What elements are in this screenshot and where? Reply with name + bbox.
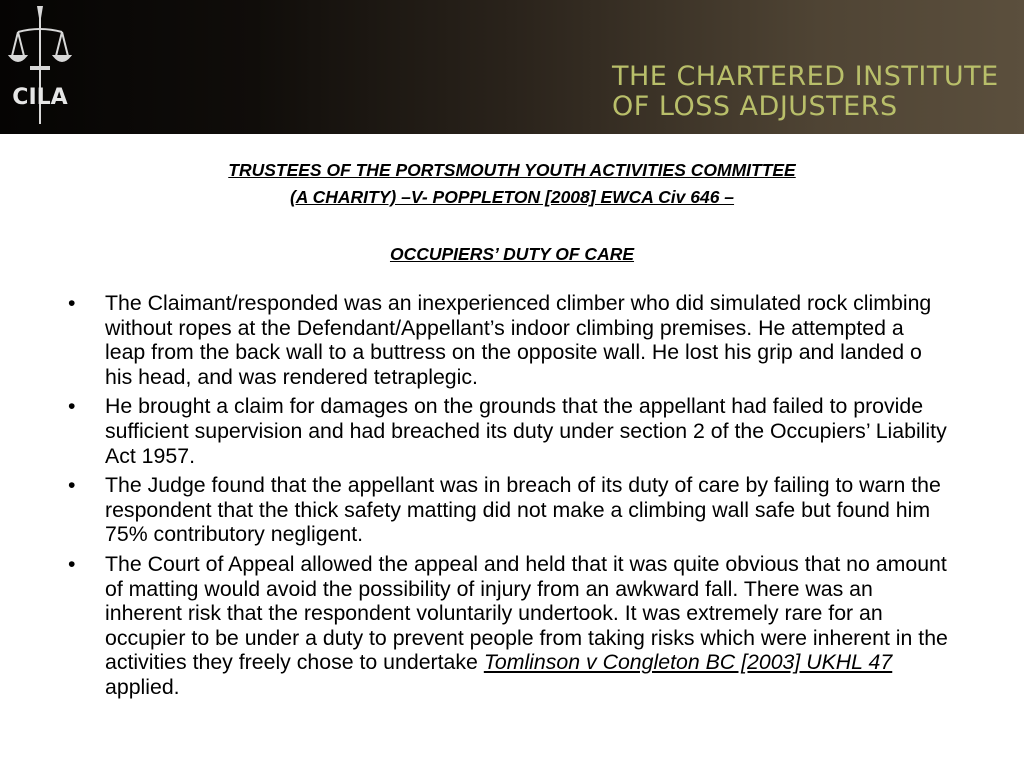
bullet-item: [58, 291, 948, 389]
bullet-item: [58, 552, 948, 700]
section-subtitle: OCCUPIERS’ DUTY OF CARE: [389, 244, 635, 264]
org-name-line2: OF LOSS ADJUSTERS: [612, 91, 898, 122]
case-title: [0, 157, 1024, 211]
case-title-line1: TRUSTEES OF THE PORTSMOUTH YOUTH ACTIVITIES COMMITTEE: [228, 160, 796, 180]
logo-text: CILA: [12, 85, 68, 110]
organisation-name: [612, 62, 999, 122]
bullet-item: [58, 473, 948, 547]
bullet-list: [58, 291, 948, 705]
bullet-text: The Claimant/responded was an inexperienced climber who did simulated rock climbing without ropes at the Defendant/Appellant’s indoor climbing premises. He attempted a leap from the back wall to a buttress on the opposite wall. He lost his grip and landed o his head, and was rendered tetraplegic.: [105, 291, 932, 389]
bullet-text-tail: applied.: [105, 674, 180, 699]
org-name-line1: THE CHARTERED INSTITUTE: [612, 61, 999, 92]
header-banner: [0, 0, 1024, 134]
bullet-icon: •: [68, 473, 76, 498]
bullet-icon: •: [68, 551, 76, 576]
bullet-item: [58, 394, 948, 468]
bullet-icon: •: [68, 291, 76, 315]
case-citation-link[interactable]: Tomlinson v Congleton BC [2003] UKHL 47: [483, 650, 893, 675]
bullet-text: He brought a claim for damages on the grounds that the appellant had failed to provide sufficient supervision and had breached its duty under section 2 of the Occupiers’ Liability Act 1957.: [105, 394, 947, 468]
bullet-text: The Court of Appeal allowed the appeal and held that it was quite obvious that no amount of matting would avoid the possibility of injury from an awkward fall. There was an inherent risk that the respondent voluntarily undertook. It was extremely rare for an occupier to be under a duty to prevent people from taking risks which were inherent in the activities they freely chose to undertake: [105, 551, 948, 675]
case-title-line2: (A CHARITY) –V- POPPLETON [2008] EWCA Civ 646 –: [289, 187, 735, 207]
bullet-icon: •: [68, 394, 76, 419]
bullet-text: The Judge found that the appellant was in breach of its duty of care by failing to warn the respondent that the thick safety matting did not make a climbing wall safe but found him 75% contributory negligent.: [105, 473, 941, 547]
cila-scales-logo: [4, 4, 76, 128]
